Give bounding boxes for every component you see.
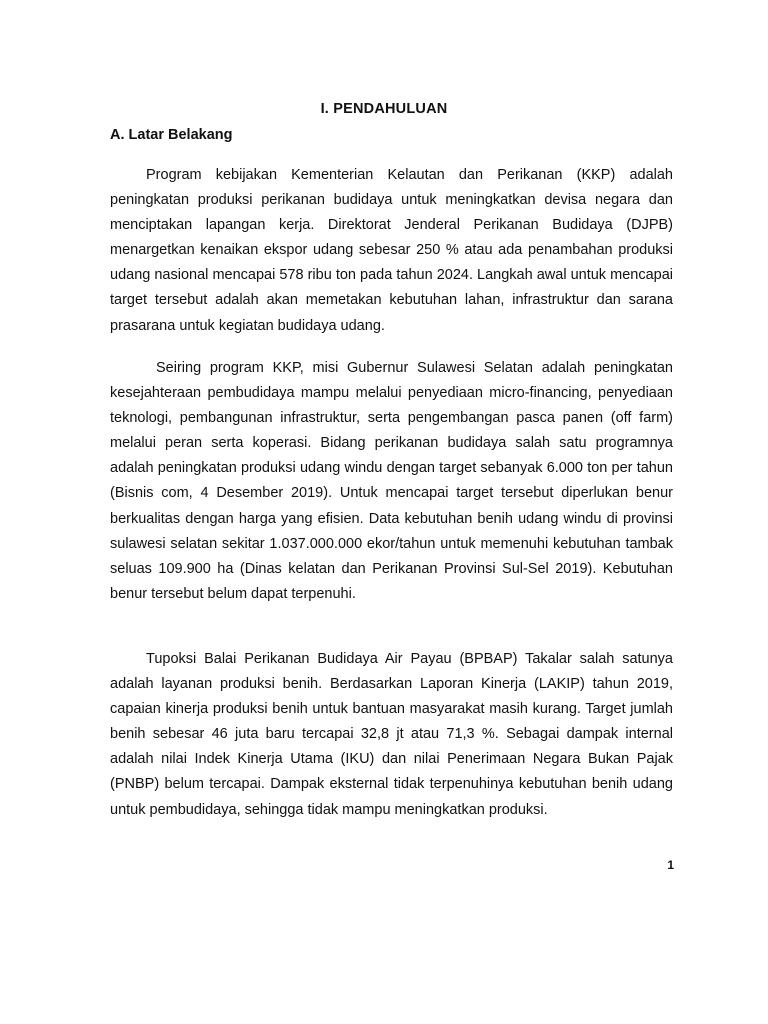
section-heading: A. Latar Belakang (110, 127, 233, 143)
paragraph-1: Program kebijakan Kementerian Kelautan dan Perikanan (KKP) adalah peningkatan produksi perikanan budidaya untuk meningkatkan devisa negara dan menciptakan lapangan kerja. Direktorat Jenderal Perikanan Budidaya (DJPB) menargetkan kenaikan ekspor udang sebesar 250 % atau ada penambahan produksi udang nasional mencapai 578 ribu ton pada tahun 2024. Langkah awal untuk mencapai target tersebut adalah akan memetakan kebutuhan lahan, infrastruktur dan sarana prasarana untuk kegiatan budidaya udang. (110, 167, 673, 334)
chapter-title: I. PENDAHULUAN (320, 101, 448, 117)
paragraph-3: Tupoksi Balai Perikanan Budidaya Air Payau (BPBAP) Takalar salah satunya adalah layanan produksi benih. Berdasarkan Laporan Kinerja (LAKIP) tahun 2019, capaian kinerja produksi benih untuk bantuan masyarakat masih kurang. Target jumlah benih sebesar 46 juta baru tercapai 32,8 jt atau 71,3 %. Sebagai dampak internal adalah nilai Indek Kinerja Utama (IKU) dan nilai Penerimaan Negara Bukan Pajak (PNBP) belum tercapai. Dampak eksternal tidak terpenuhinya kebutuhan benih udang untuk pembudidaya, sehingga tidak mampu meningkatkan produksi. (110, 651, 673, 818)
paragraph-2: Seiring program KKP, misi Gubernur Sulawesi Selatan adalah peningkatan kesejahteraan pembudidaya mampu melalui penyediaan micro-financing, penyediaan teknologi, pembangunan infrastruktur, serta pengembangan pasca panen (off farm) melalui peran serta koperasi. Bidang perikanan budidaya salah satu programnya adalah peningkatan produksi udang windu dengan target sebanyak 6.000 ton per tahun (Bisnis com, 4 Desember 2019). Untuk mencapai target tersebut diperlukan benur berkualitas dengan harga yang efisien. Data kebutuhan benih udang windu di provinsi sulawesi selatan sekitar 1.037.000.000 ekor/tahun untuk memenuhi kebutuhan tambak seluas 109.900 ha (Dinas kelatan dan Perikanan Provinsi Sul-Sel 2019). Kebutuhan benur tersebut belum dapat terpenuhi. (110, 360, 673, 602)
page-number: 1 (667, 858, 674, 872)
